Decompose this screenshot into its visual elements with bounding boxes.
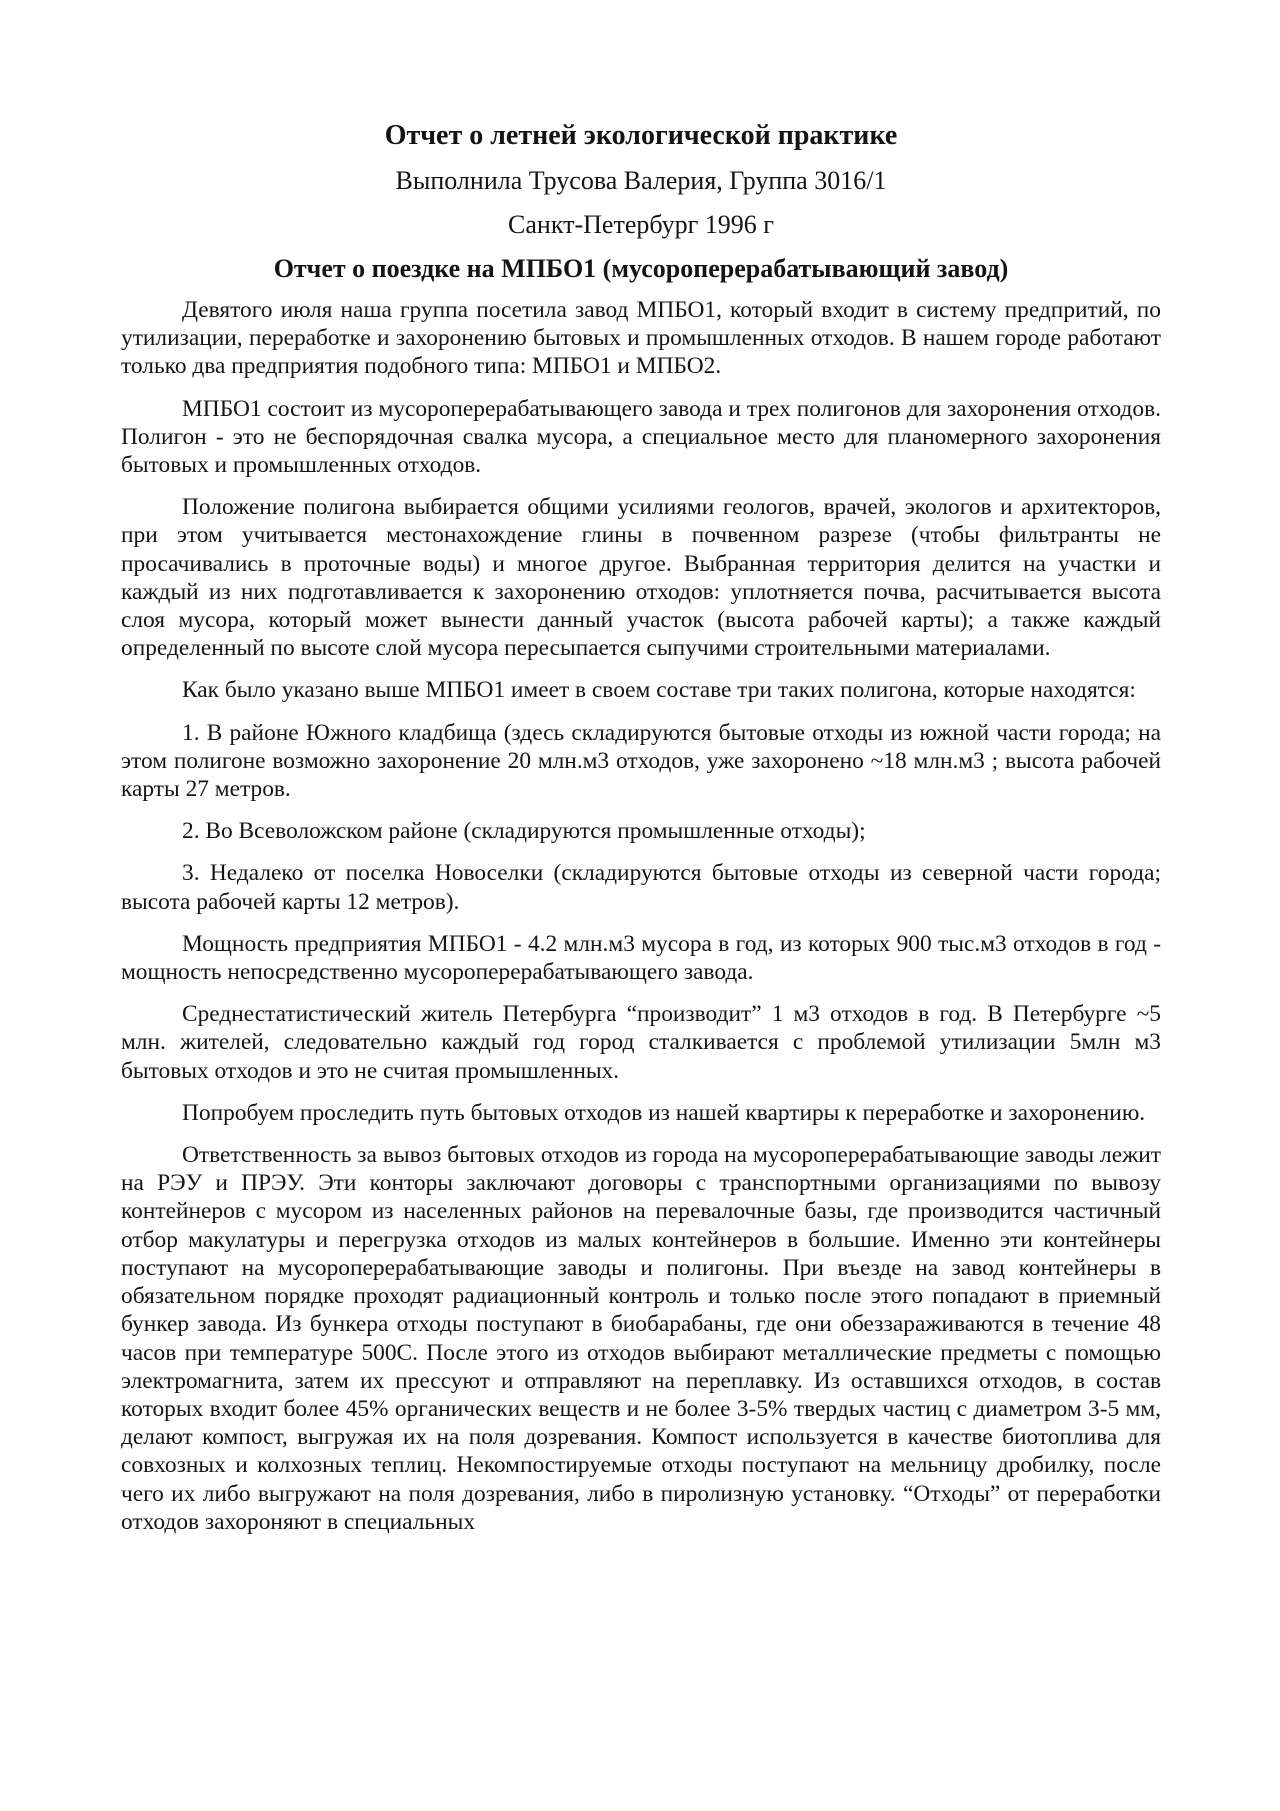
- document-page: [121, 118, 1161, 1550]
- paragraph-trace-path: Попробуем проследить путь бытовых отходов из нашей квартиры к переработке и захоронению.: [182, 1099, 1146, 1126]
- document-title: Отчет о летней экологической практике: [384, 120, 898, 151]
- list-item-polygon-2: 2. Во Всеволожском районе (складируются промышленные отходы);: [182, 818, 866, 845]
- paragraph-capacity: Мощность предприятия МПБО1 - 4.2 млн.м3 мусора в год, из которых 900 тыс.м3 отходов в год - мощность непосредственно мусороперерабатывающего завода.: [121, 930, 1161, 986]
- paragraph-mpbo-structure: МПБО1 состоит из мусороперерабатывающего завода и трех полигонов для захоронения отходов. Полигон - это не беспорядочная свалка мусора, а специальное место для планомерного захоронения бытовых и промышленных отходов.: [121, 395, 1161, 479]
- list-item-polygon-1: 1. В районе Южного кладбища (здесь складируются бытовые отходы из южной части города; на этом полигоне возможно захоронение 20 млн.м3 отходов, уже захоронено ~18 млн.м3 ; высота рабочей карты 27 метров.: [121, 719, 1161, 803]
- paragraph-polygon-site: Положение полигона выбирается общими усилиями геологов, врачей, экологов и архитекторов, при этом учитывается местонахождение глины в почвенном разрезе (чтобы фильтранты не просачивались в проточные воды) и многое другое. Выбранная территория делится на участки и каждый из них подготавливается к захоронению отходов: уплотняется почва, расчитывается высота слоя мусора, который может вынести данный участок (высота рабочей карты); а также каждый определенный по высоте слой мусора пересыпается сыпучими строительными материалами.: [121, 494, 1161, 662]
- list-item-polygon-3: 3. Недалеко от поселка Новоселки (складируются бытовые отходы из северной части города; высота рабочей карты 12 метров).: [121, 860, 1161, 915]
- paragraph-process: Ответственность за вывоз бытовых отходов из города на мусороперерабатывающие заводы лежит на РЭУ и ПРЭУ. Эти конторы заключают договоры с транспортными организациями по вывозу контейнеров с мусором из населенных районов на перевалочные базы, где производится частичный отбор макулатуры и перегрузка отходов из малых контейнеров в большие. Именно эти контейнеры поступают на мусороперерабатывающие заводы и полигоны. При въезде на завод контейнеры в обязательном порядке проходят радиационный контроль и только после этого попадают в приемный бункер завода. Из бункера отходы поступают в биобарабаны, где они обеззараживаются в течение 48 часов при температуре 500С. После этого из отходов выбирают металлические предметы с помощью электромагнита, затем их прессуют и отправляют на переплавку. Из оставшихся отходов, в состав которых входит более 45% органических веществ и не более 3-5% твердых частиц с диаметром 3-5 мм, делают компост, выгружая их на поля дозревания. Компост используется в качестве биотоплива для совхозных и колхозных теплиц. Некомпостируемые отходы поступают на мельницу дробилку, после чего их либо выгружают на поля дозревания, либо в пиролизную установку. “Отходы” от переработки отходов захороняют в специальных: [121, 1142, 1161, 1535]
- paragraph-per-capita: Среднестатистический житель Петербурга “производит” 1 м3 отходов в год. В Петербурге ~5 млн. жителей, следовательно каждый год город сталкивается с проблемой утилизации 5млн м3 бытовых отходов и это не считая промышленных.: [121, 1001, 1161, 1084]
- author-line: Выполнила Трусова Валерия, Группа 3016/1: [395, 166, 887, 195]
- section-title: Отчет о поездке на МПБО1 (мусороперерабатывающий завод): [273, 254, 1009, 283]
- paragraph-polygons-list-intro: Как было указано выше МПБО1 имеет в своем составе три таких полигона, которые находятся:: [182, 677, 1136, 704]
- place-date-line: Санкт-Петербург 1996 г: [508, 210, 774, 239]
- paragraph-intro: Девятого июля наша группа посетила завод МПБО1, который входит в систему предпритий, по утилизации, переработке и захоронению бытовых и промышленных отходов. В нашем городе работают только два предприятия подобного типа: МПБО1 и МПБО2.: [121, 297, 1161, 380]
